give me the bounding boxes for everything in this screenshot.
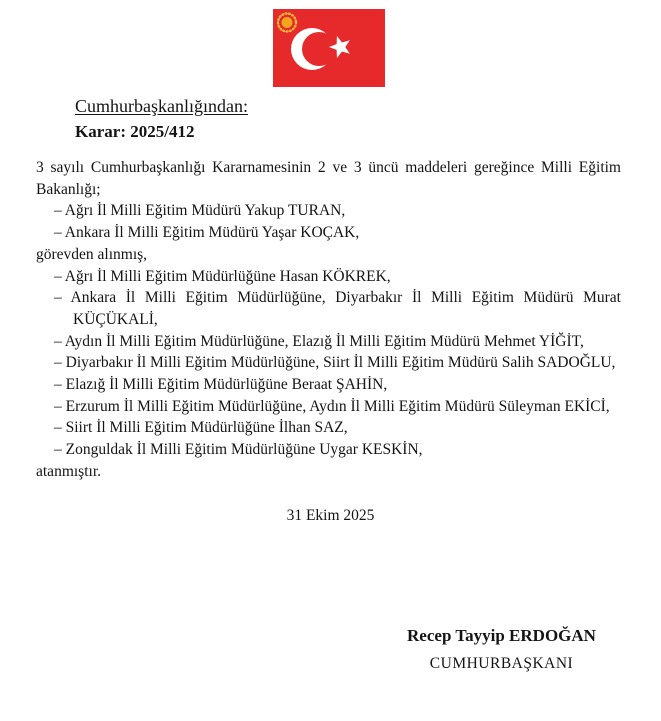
decree-preamble-line: 3 sayılı Cumhurbaşkanlığı Kararnamesinin 2 ve 3 üncü maddeleri gereğince Milli Eğitim [36, 159, 621, 176]
appointment-item: – Elazığ İl Milli Eğitim Müdürlüğüne Beraat ŞAHİN, [54, 376, 388, 394]
signature-block [340, 625, 661, 675]
appointment-item-cont: KÜÇÜKALİ, [73, 310, 158, 328]
appointment-item: – Aydın İl Milli Eğitim Müdürlüğüne, Elazığ İl Milli Eğitim Müdürü Mehmet YİĞİT, [54, 332, 584, 350]
appointment-item: – Siirt İl Milli Eğitim Müdürlüğüne İlhan SAZ, [54, 419, 348, 437]
appointment-item: – Zonguldak İl Milli Eğitim Müdürlüğüne Uygar KESKİN, [54, 441, 423, 459]
appointment-item: – Ağrı İl Milli Eğitim Müdürlüğüne Hasan KÖKREK, [54, 267, 391, 285]
decree-date: 31 Ekim 2025 [286, 507, 375, 524]
appointment-item: – Ankara İl Milli Eğitim Müdürlüğüne, Diyarbakır İl Milli Eğitim Müdürü Murat [54, 289, 621, 307]
dismissal-clause: görevden alınmış, [36, 245, 148, 263]
turkish-flag [273, 9, 385, 87]
decree-body [36, 157, 621, 483]
issuing-authority-heading: Cumhurbaşkanlığından: [75, 96, 248, 116]
president-title: CUMHURBAŞKANI [429, 655, 574, 672]
appointment-item: – Diyarbakır İl Milli Eğitim Müdürlüğüne, Siirt İl Milli Eğitim Müdürü Salih SADOĞLU, [54, 354, 616, 372]
closing-clause: atanmıştır. [36, 462, 102, 480]
president-name: Recep Tayyip ERDOĞAN [407, 626, 596, 645]
dismissal-item: – Ağrı İl Milli Eğitim Müdürü Yakup TURAN, [54, 202, 346, 220]
decision-number: Karar: 2025/412 [75, 122, 195, 141]
dismissal-item: – Ankara İl Milli Eğitim Müdürü Yaşar KOÇAK, [54, 224, 360, 242]
decree-preamble-line: Bakanlığı; [36, 180, 101, 198]
appointment-item: – Erzurum İl Milli Eğitim Müdürlüğüne, Aydın İl Milli Eğitim Müdürü Süleyman EKİCİ, [54, 397, 610, 415]
